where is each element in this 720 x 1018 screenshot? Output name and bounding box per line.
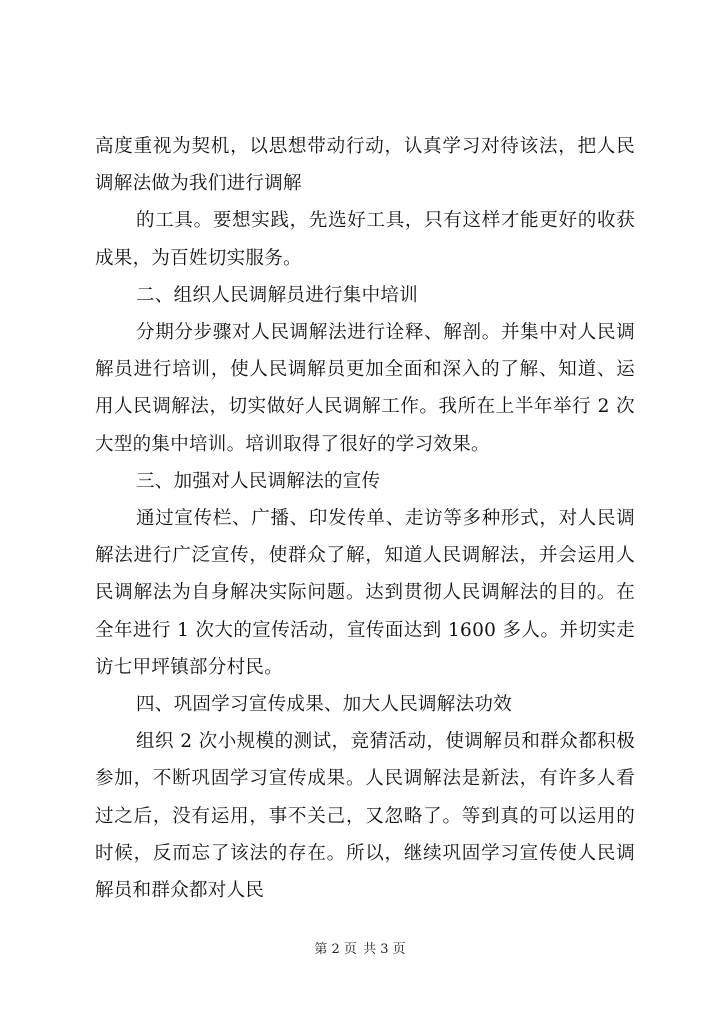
paragraph-consolidation: 组织 2 次小规模的测试，竞猜活动，使调解员和群众都积极参加，不断巩固学习宣传成果。人民调解法是新法，有许多人看过之后，没有运用，事不关己，又忽略了。等到真的可以运用的时候，反而忘了该法的存在。所以，继续巩固学习宣传使人民调解员和群众都对人民 <box>95 731 635 902</box>
paragraph-publicity: 通过宣传栏、广播、印发传单、走访等多种形式，对人民调解法进行广泛宣传，使群众了解，知道人民调解法，并会运用人民调解法为自身解决实际问题。达到贯彻人民调解法的目的。在全年进行 1 次大的宣传活动，宣传面达到 1600 多人。并切实走访七甲坪镇部分村民。 <box>95 508 635 678</box>
section-heading-3: 三、加强对人民调解法的宣传 <box>136 470 381 492</box>
section-heading-4: 四、巩固学习宣传成果、加大人民调解法功效 <box>136 694 513 716</box>
paragraph-continuation: 高度重视为契机，以思想带动行动，认真学习对待该法，把人民调解法做为我们进行调解 <box>95 136 635 195</box>
section-heading-2: 二、组织人民调解员进行集中培训 <box>136 284 419 306</box>
paragraph-continuation-2: 的工具。要想实践，先选好工具，只有这样才能更好的收获成果，为百姓切实服务。 <box>95 210 635 269</box>
paragraph-training: 分期分步骤对人民调解法进行诠释、解剖。并集中对人民调解员进行培训，使人民调解员更加全面和深入的了解、知道、运用人民调解法，切实做好人民调解工作。我所在上半年举行 2 次大型的集中培训。培训取得了很好的学习效果。 <box>95 322 635 455</box>
page-footer <box>0 938 720 957</box>
page-total: 共 3 页 <box>363 942 406 957</box>
document-body <box>95 128 635 909</box>
page-number: 第 2 页 <box>314 942 357 957</box>
